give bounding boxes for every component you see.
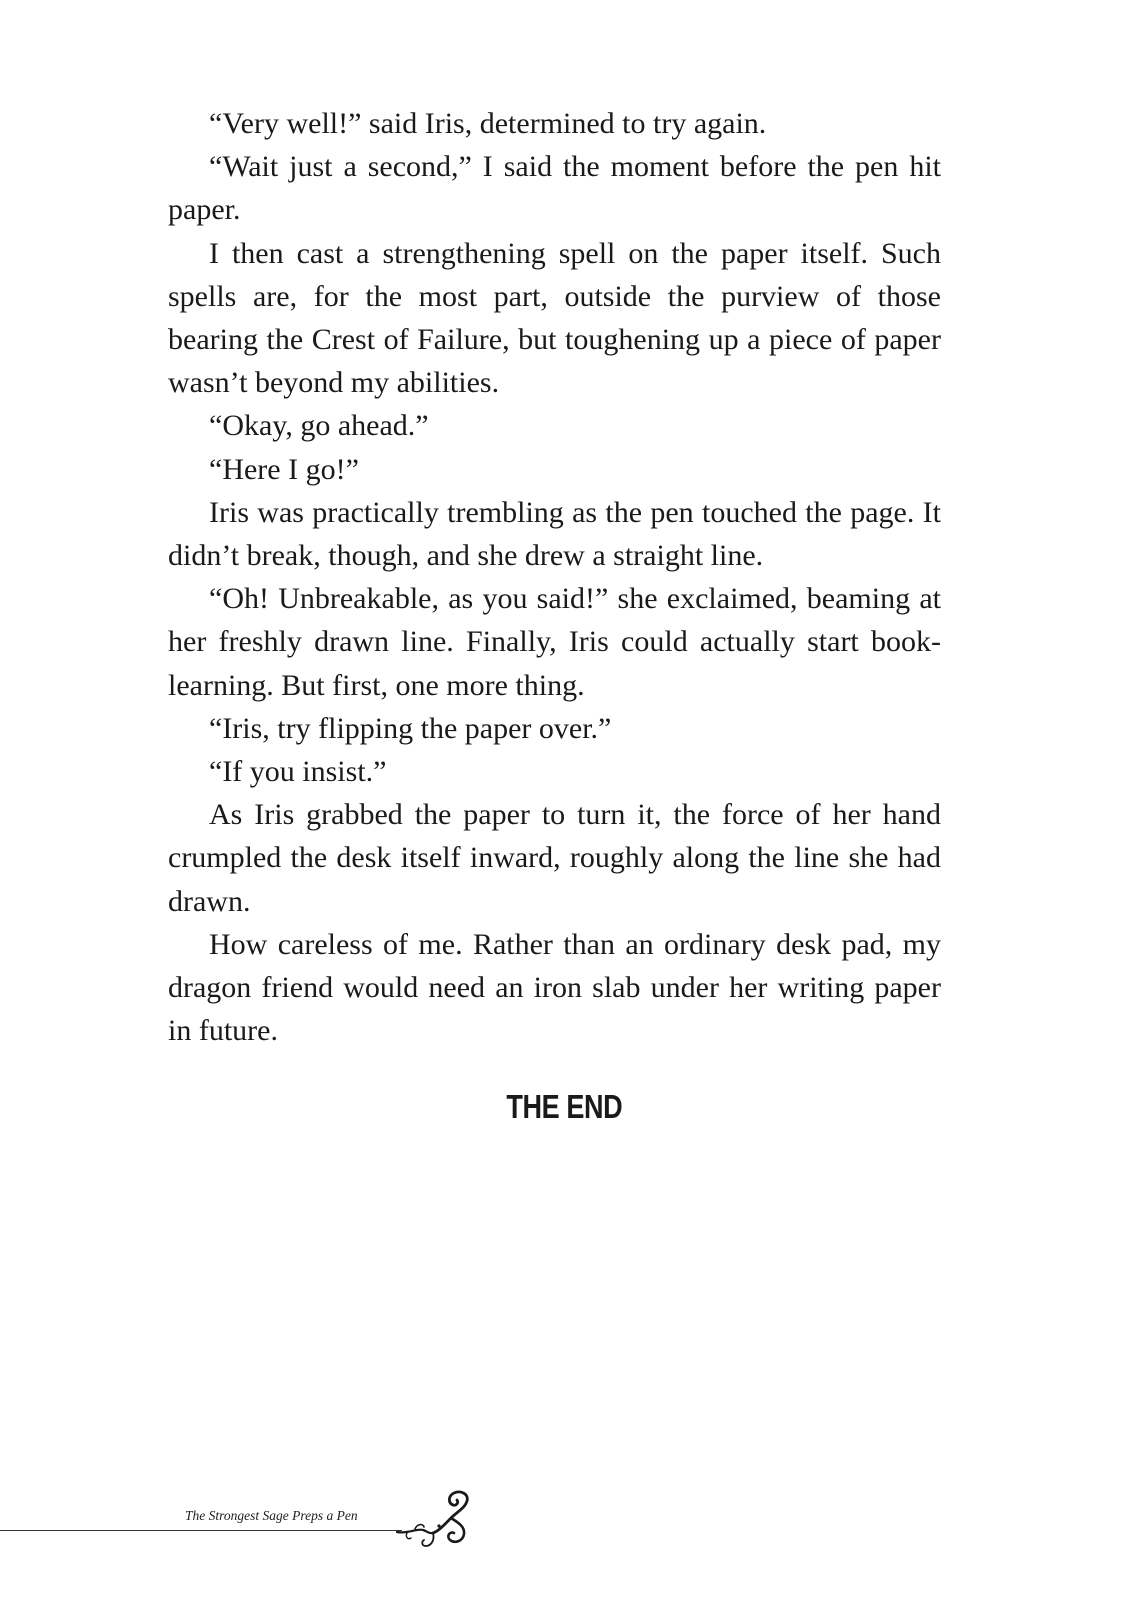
running-title: The Strongest Sage Preps a Pen	[185, 1508, 358, 1523]
paragraph: I then cast a strengthening spell on the paper itself. Such spells are, for the most part, outside the purview of those bearing the Crest of Failure, but toughening up a piece of paper wasn’t beyond my abilities.	[168, 236, 941, 400]
paragraph: “Very well!” said Iris, determined to try again.	[209, 107, 767, 140]
paragraph: “Wait just a second,” I said the moment before the pen hit paper.	[168, 150, 941, 227]
paragraph: As Iris grabbed the paper to turn it, the force of her hand crumpled the desk itself inward, roughly along the line she had drawn.	[168, 798, 941, 918]
flourish-ornament-icon	[393, 1488, 478, 1558]
paragraph: Iris was practically trembling as the pen touched the page. It didn’t break, though, and she drew a straight line.	[168, 495, 941, 573]
paragraph: “Oh! Unbreakable, as you said!” she exclaimed, beaming at her freshly drawn line. Finally, Iris could actually start book-learning. But first, one more thing.	[168, 582, 941, 702]
body-text	[168, 102, 941, 1052]
paragraph: “Okay, go ahead.”	[209, 409, 429, 443]
paragraph: How careless of me. Rather than an ordinary desk pad, my dragon friend would need an iron slab under her writing paper in future.	[168, 927, 941, 1048]
paragraph: “Here I go!”	[209, 452, 359, 486]
end-heading: THE END	[506, 1088, 623, 1125]
footer-rule	[0, 1530, 402, 1531]
paragraph: “Iris, try flipping the paper over.”	[209, 711, 612, 745]
paragraph: “If you insist.”	[209, 755, 387, 789]
page-footer	[0, 1488, 500, 1558]
